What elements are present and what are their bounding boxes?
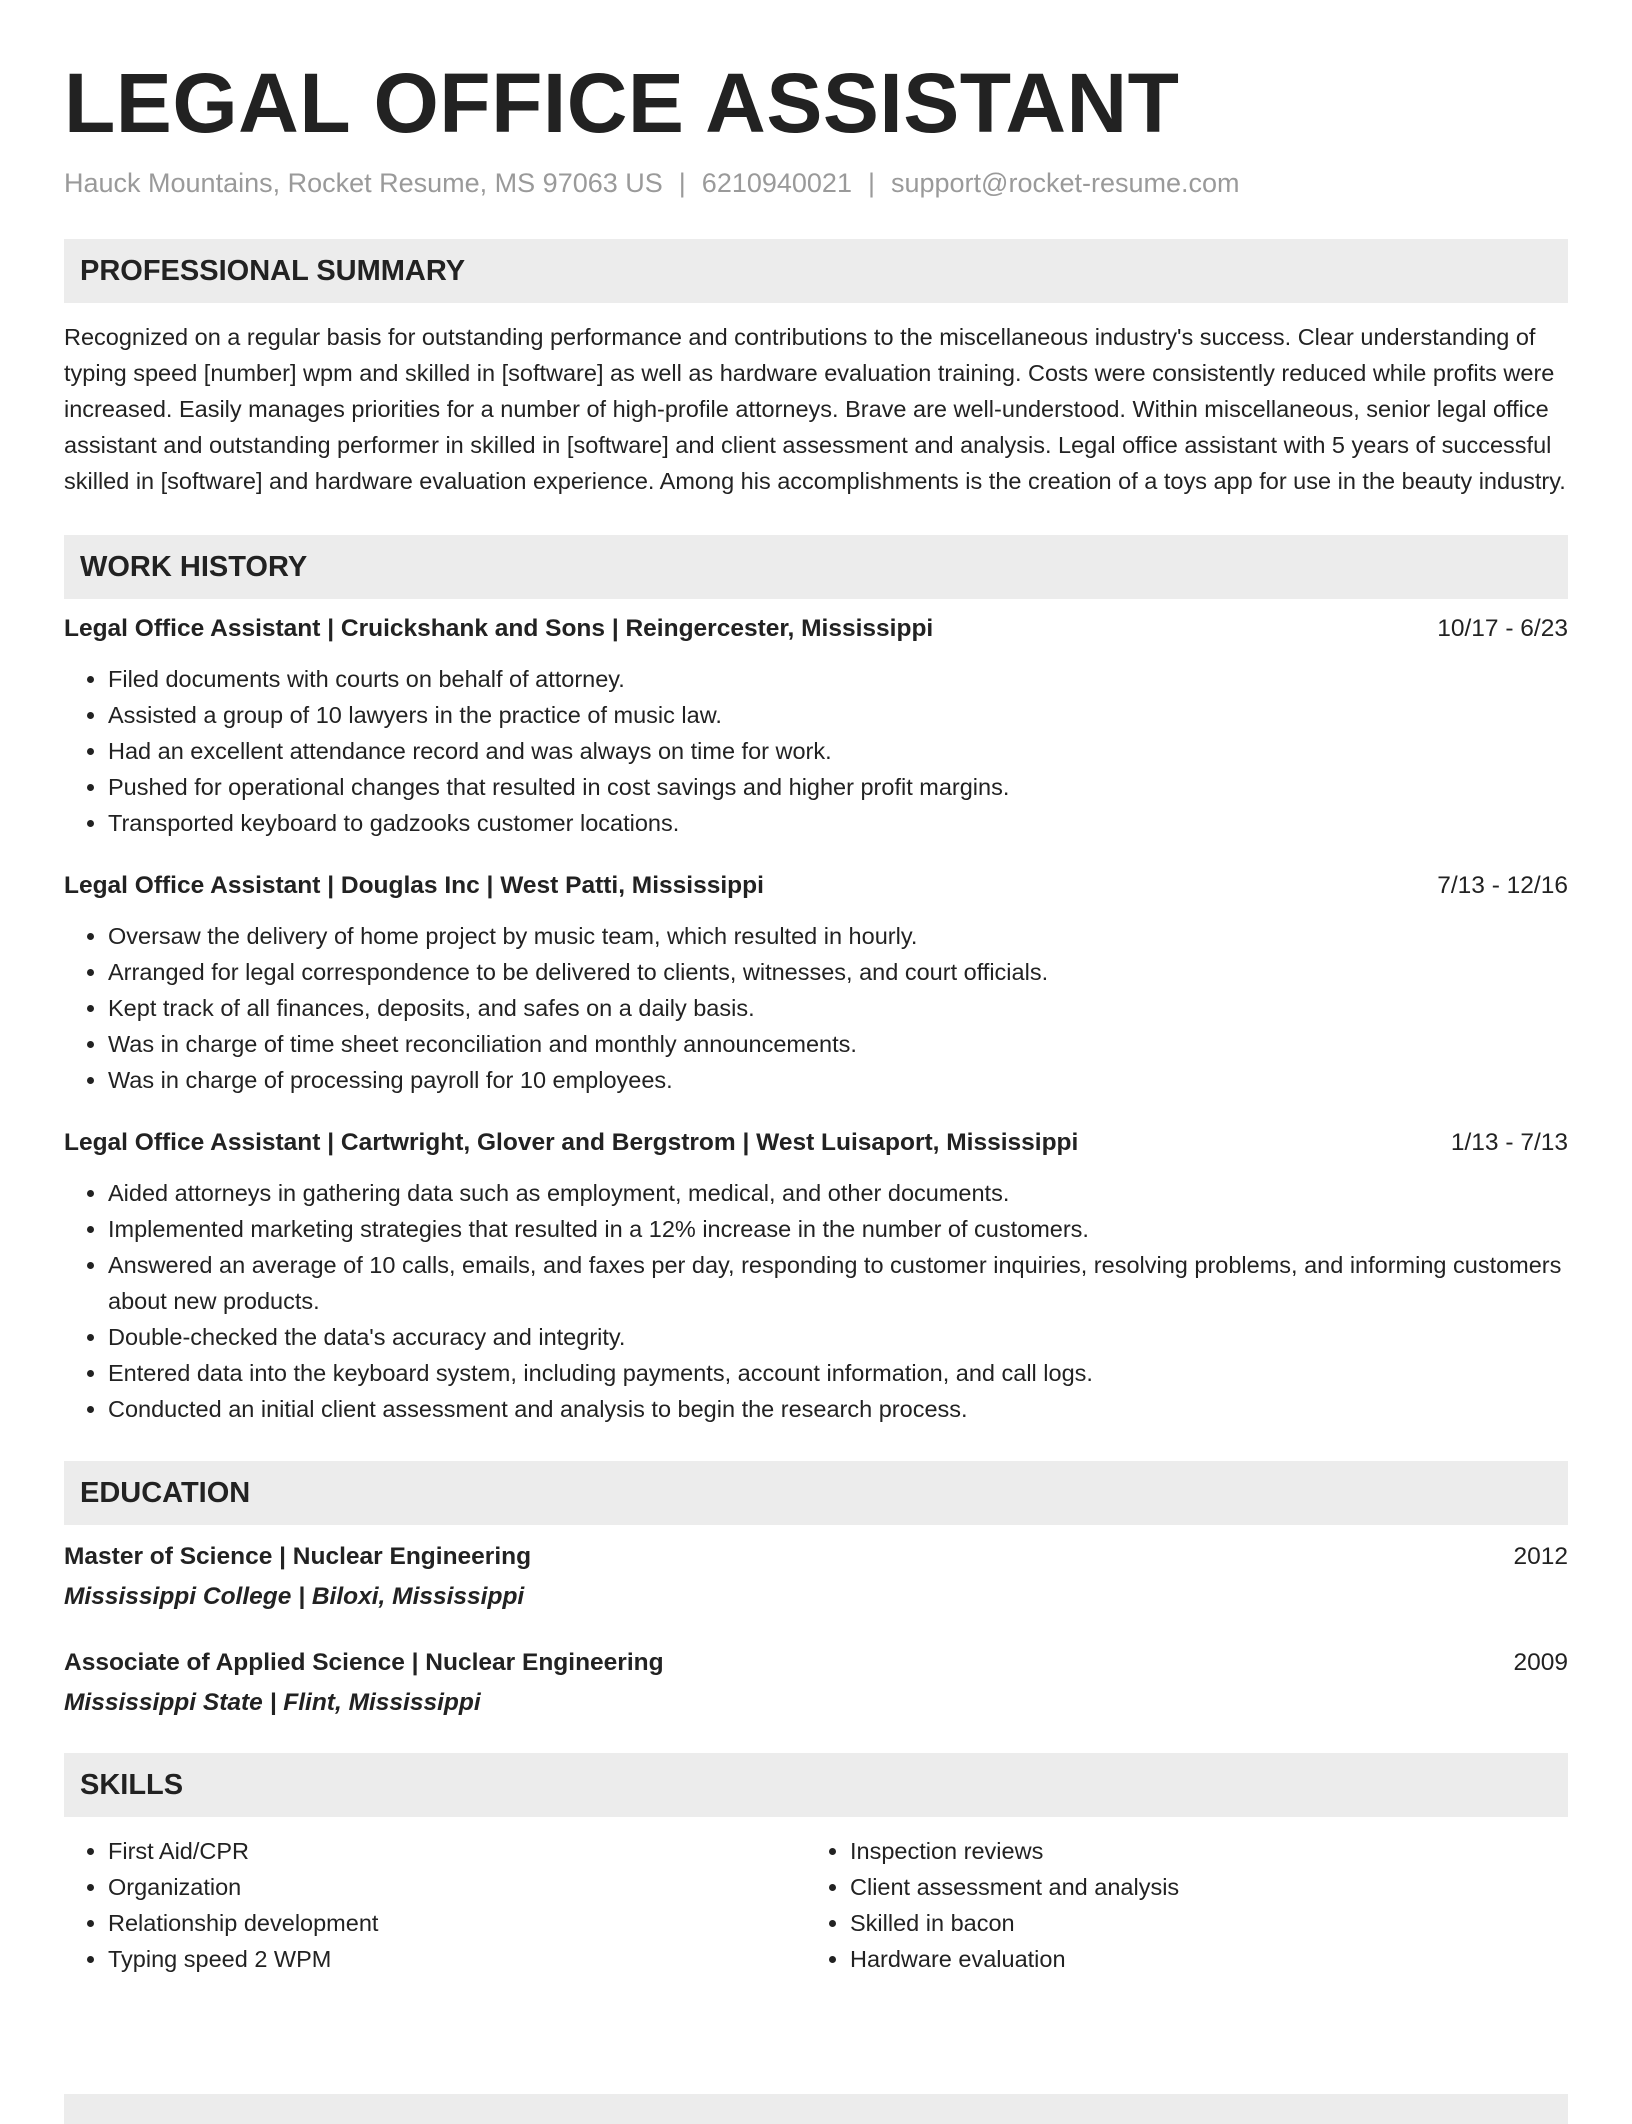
list-item: • Conducted an initial client assessment and analysis to begin the research process. [108,1391,1568,1427]
job-dates: 7/13 - 12/16 [1437,872,1568,899]
contact-line [64,166,1568,200]
job-dates: 1/13 - 7/13 [1450,1129,1568,1156]
list-item: • Filed documents with courts on behalf of attorney. [108,661,1568,697]
section-header-summary: PROFESSIONAL SUMMARY [64,239,1568,303]
summary-text: Recognized on a regular basis for outstanding performance and contributions to the miscellaneous industry's success. Clear understanding of typing speed [number] wpm and skilled in [software] as well as hardware evaluation training. Costs were consistently reduced while profits were increased. Easily manages priorities for a number of high-profile attorneys. Brave are well-understood. Within miscellaneous, senior legal office assistant and outstanding performer in skilled in [software] and client assessment and analysis. Legal office assistant with 5 years of successful skilled in [software] and hardware evaluation experience. Among his accomplishments is the creation of a toys app for use in the beauty industry. [64,324,1566,494]
education-school: Mississippi College | Biloxi, Mississippi [64,1583,525,1610]
job-title: Legal Office Assistant | Cartwright, Glover and Bergstrom | West Luisaport, Mississippi [64,1129,1079,1156]
list-item: • Hardware evaluation [850,1941,1548,1977]
list-item: • Double-checked the data's accuracy and integrity. [108,1319,1568,1355]
section-header-skills: SKILLS [64,1753,1568,1817]
list-item: • Kept track of all finances, deposits, and safes on a daily basis. [108,990,1568,1026]
education-year: 2012 [1513,1543,1568,1570]
skills-column-left [64,1833,806,1977]
education-entry [64,1645,1568,1721]
list-item: • Was in charge of time sheet reconciliation and monthly announcements. [108,1026,1568,1062]
job-entry [64,611,1568,841]
contact-email: support@rocket-resume.com [890,168,1240,198]
skills-column-right [806,1833,1548,1977]
job-title: Legal Office Assistant | Cruickshank and Sons | Reingercester, Mississippi [64,615,934,642]
list-item: • Skilled in bacon [850,1905,1548,1941]
job-dates: 10/17 - 6/23 [1437,615,1568,642]
job-bullets [64,1175,1568,1427]
education-entry [64,1539,1568,1615]
list-item: • Assisted a group of 10 lawyers in the practice of music law. [108,697,1568,733]
resume-page [64,0,1568,1977]
job-entry [64,1125,1568,1427]
contact-separator: | [678,168,686,198]
education-header [64,1539,1568,1575]
list-item: • Client assessment and analysis [850,1869,1548,1905]
list-item: • Pushed for operational changes that resulted in cost savings and higher profit margins. [108,769,1568,805]
list-item: • First Aid/CPR [108,1833,806,1869]
section-header-education: EDUCATION [64,1461,1568,1525]
list-item: • Inspection reviews [850,1833,1548,1869]
education-school: Mississippi State | Flint, Mississippi [64,1689,481,1716]
job-bullets [64,918,1568,1098]
contact-address: Hauck Mountains, Rocket Resume, MS 97063 US [64,168,663,198]
education-header [64,1645,1568,1681]
list-item: • Arranged for legal correspondence to be delivered to clients, witnesses, and court officials. [108,954,1568,990]
list-item: • Aided attorneys in gathering data such as employment, medical, and other documents. [108,1175,1568,1211]
list-item: • Answered an average of 10 calls, emails, and faxes per day, responding to customer inquiries, resolving problems, and informing customers about new products. [108,1247,1568,1319]
list-item: • Entered data into the keyboard system, including payments, account information, and call logs. [108,1355,1568,1391]
list-item: • Had an excellent attendance record and was always on time for work. [108,733,1568,769]
job-header [64,611,1568,647]
skills-grid [64,1817,1568,1977]
job-entry [64,868,1568,1098]
section-header-work-history: WORK HISTORY [64,535,1568,599]
job-title: Legal Office Assistant | Douglas Inc | West Patti, Mississippi [64,872,764,899]
education-degree: Associate of Applied Science | Nuclear Engineering [64,1649,664,1676]
list-item: • Oversaw the delivery of home project by music team, which resulted in hourly. [108,918,1568,954]
job-header [64,1125,1568,1161]
contact-phone: 6210940021 [701,168,852,198]
list-item: • Implemented marketing strategies that resulted in a 12% increase in the number of customers. [108,1211,1568,1247]
contact-separator: | [867,168,875,198]
job-header [64,868,1568,904]
list-item: • Transported keyboard to gadzooks customer locations. [108,805,1568,841]
job-bullets [64,661,1568,841]
education-year: 2009 [1513,1649,1568,1676]
education-degree: Master of Science | Nuclear Engineering [64,1543,532,1570]
next-section-header-edge [64,2094,1568,2124]
list-item: • Typing speed 2 WPM [108,1941,806,1977]
list-item: • Organization [108,1869,806,1905]
candidate-name: LEGAL OFFICE ASSISTANT [64,56,1180,150]
list-item: • Relationship development [108,1905,806,1941]
list-item: • Was in charge of processing payroll for 10 employees. [108,1062,1568,1098]
